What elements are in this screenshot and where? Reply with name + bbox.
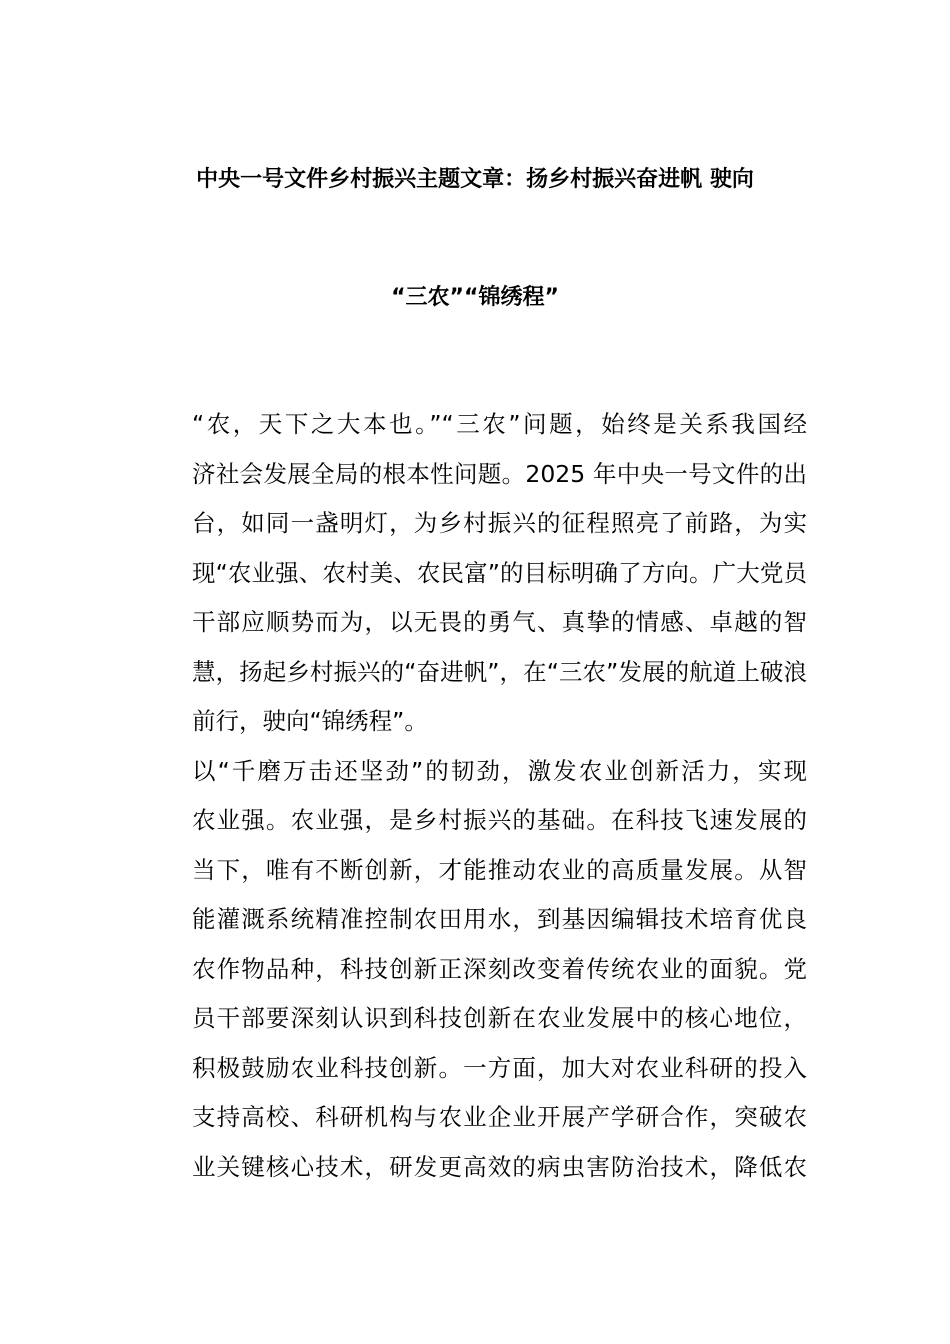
- paragraph-line: 台，如同一盏明灯，为乡村振兴的征程照亮了前路，为实: [192, 509, 807, 537]
- paragraph-line: 积极鼓励农业科技创新。一方面，加大对农业科研的投入: [192, 1053, 807, 1082]
- paragraph-line: 支持高校、科研机构与农业企业开展产学研合作，突破农: [192, 1103, 807, 1131]
- paragraph-line: 业关键核心技术，研发更高效的病虫害防治技术，降低农: [192, 1152, 807, 1181]
- paragraph-line: 农作物品种，科技创新正深刻改变着传统农业的面貌。党: [192, 954, 807, 983]
- document-title-line-2: “三农”“锦绣程”: [391, 285, 559, 310]
- paragraph-line: 前行，驶向“锦绣程”。: [192, 707, 428, 735]
- paragraph-1: [145, 400, 807, 747]
- document-title-line-1: 中央一号文件乡村振兴主题文章：扬乡村振兴奋进帆 驶向: [196, 167, 754, 192]
- paragraph-line: 慧，扬起乡村振兴的“奋进帆”，在“三农”发展的航道上破浪: [192, 657, 807, 686]
- paragraph-line: 员干部要深刻认识到科技创新在农业发展中的核心地位，: [192, 1004, 807, 1032]
- paragraph-2: [145, 747, 807, 1193]
- paragraph-line: 现“农业强、农村美、农民富”的目标明确了方向。广大党员: [192, 558, 807, 587]
- paragraph-line: “农，天下之大本也。”“三农”问题，始终是关系我国经: [192, 410, 807, 438]
- paragraph-line: 农业强。农业强，是乡村振兴的基础。在科技飞速发展的: [192, 806, 807, 834]
- paragraph-line: 当下，唯有不断创新，才能推动农业的高质量发展。从智: [192, 855, 807, 884]
- paragraph-line: 干部应顺势而为，以无畏的勇气、真挚的情感、卓越的智: [192, 608, 807, 636]
- paragraph-line: 济社会发展全局的根本性问题。2025 年中央一号文件的出: [192, 459, 807, 488]
- paragraph-line: 能灌溉系统精准控制农田用水，到基因编辑技术培育优良: [192, 905, 807, 933]
- paragraph-line: 以“千磨万击还坚劲”的韧劲，激发农业创新活力，实现: [192, 756, 807, 785]
- document-body: [145, 400, 807, 1192]
